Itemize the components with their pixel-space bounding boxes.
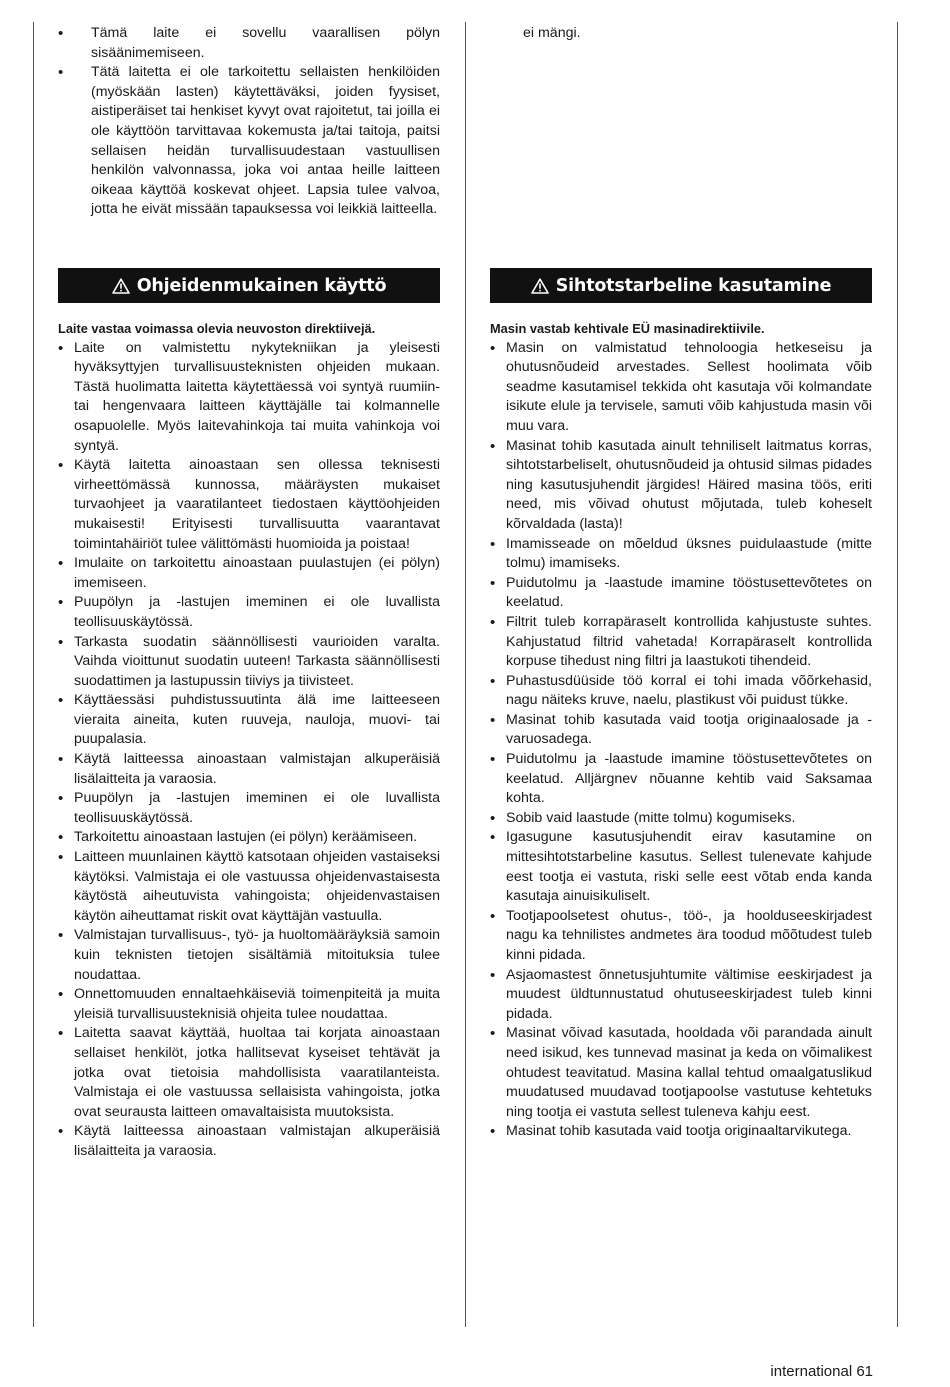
list-item: • Tarkoitettu ainoastaan lastujen (ei pölyn) keräämiseen. [58,828,440,848]
list-item: • Puidutolmu ja -laastude imamine tööstusettevõtetes on keelatud. [490,574,872,613]
list-item: • Puupölyn ja -lastujen imeminen ei ole luvallista teollisuuskäytössä. [58,789,440,828]
section-list [58,339,440,1162]
section-heading [490,268,872,303]
list-item: • Tarkasta suodatin säännöllisesti vaurioiden varalta. Vaihda vioittunut suodatin uuteen! Tarkasta säännöllisesti suodattimen ja lastupussin tiiviys ja tiivisteet. [58,633,440,692]
warning-triangle-icon [112,278,130,294]
list-item: • Tämä laite ei sovellu vaarallisen pölyn sisäänimemiseen. [58,24,440,63]
warning-triangle-icon [531,278,549,294]
list-item: • Laitteen muunlainen käyttö katsotaan ohjeiden vastaiseksi käytöksi. Valmistaja ei ole vastuussa ohjeidenvastaisesta käytöstä aiheutuvista vahingoista; ohjeidenvastaisen käytön aiheuttamat riskit ovat käyttäjän vastuulla. [58,848,440,926]
list-item: • Masinat tohib kasutada ainult tehniliselt laitmatus korras, sihtotstarbeliselt, ohutusnõudeid ja ohtusid silmas pidades ning kasutusjuhendit järgides! Häired masina töös, eriti need, mis võivad ohutust mõjutada, tuleb koheselt kõrvaldada (lasta)! [490,437,872,535]
list-item: • Masinat tohib kasutada vaid tootja originaalosade ja -varuosadega. [490,711,872,750]
list-item: • Käytä laitteessa ainoastaan valmistajan alkuperäisiä lisälaitteita ja varaosia. [58,1122,440,1161]
list-item: • Laitetta saavat käyttää, huoltaa tai korjata ainoastaan sellaiset henkilöt, jotka hallitsevat kyseiset tehtävät ja jotka ovat tietoisia mahdollisista vaaratilanteista. Valmistaja ei ole vastuussa sellaisista vahingoista, jotka ovat seurausta laitteen omavaltaisista muutoksista. [58,1024,440,1122]
right-margin-rule [897,22,898,1327]
list-item: • Imamisseade on mõeldud üksnes puidulaastude (mitte tolmu) imamiseks. [490,535,872,574]
list-item: • Tätä laitetta ei ole tarkoitettu sellaisten henkilöiden (myöskään lasten) käytettäväksi, joiden fyysiset, aistiperäiset tai henkiset kyvyt ovat rajoitetut, tai joilla ei ole käyttöön tarvittavaa kokemusta ja/tai taitoja, paitsi sellaisen heidän turvallisuudestaan vastuullisen henkilön valvonnassa, joka voi antaa heille laitteen oikeaa käyttöä koskevat ohjeet. Lapsia tulee valvoa, jotta he eivät missään tapauksessa voi leikkiä laitteella. [58,63,440,220]
left-top-continuation [58,24,440,220]
section-list [490,339,872,1142]
right-top-continuation [490,24,872,44]
list-item: • Masinat tohib kasutada vaid tootja originaaltarvikutega. [490,1122,872,1142]
list-item: • Käytä laitteessa ainoastaan valmistajan alkuperäisiä lisälaitteita ja varaosia. [58,750,440,789]
list-item: • Sobib vaid laastude (mitte tolmu) kogumiseks. [490,809,872,829]
list-item: • Käyttäessäsi puhdistussuutinta älä ime laitteeseen vieraita aineita, kuten ruuveja, nauloja, muovi- tai puupalasia. [58,691,440,750]
list-item: • Puhastusdüüside töö korral ei tohi imada võõrkehasid, nagu näiteks kruve, naelu, plastikust või puidust tükke. [490,672,872,711]
section-intro: Laite vastaa voimassa olevia neuvoston direktiivejä. [58,321,376,336]
section-estonian-intended-use [490,268,872,1142]
section-heading-text: Ohjeidenmukainen käyttö [136,275,387,296]
list-item: • Onnettomuuden ennaltaehkäiseviä toimenpiteitä ja muita yleisiä turvallisuusteknisiä ohjeita tulee noudattaa. [58,985,440,1024]
page-footer: international 61 [770,1363,873,1380]
list-item: • Laite on valmistettu nykytekniikan ja yleisesti hyväksyttyjen turvallisuusteknisten ohjeiden mukaan. Tästä huolimatta laitetta käytettäessä voi syntyä ruumiin- tai hengenvaara laitteen käyttäjälle tai kolmannelle osapuolelle. Myös laitevahinkoja tai muita vahinkoja voi syntyä. [58,339,440,457]
center-column-rule [465,22,466,1327]
section-heading [58,268,440,303]
section-intro: Masin vastab kehtivale EÜ masinadirektiivile. [490,321,765,336]
list-item: • Asjaomastest õnnetusjuhtumite vältimise eeskirjadest ja muudest üldtunnustatud ohutuseeskirjadest tuleb kinni pidada. [490,966,872,1025]
list-item: • Puupölyn ja -lastujen imeminen ei ole luvallista teollisuuskäytössä. [58,593,440,632]
list-item: • Masin on valmistatud tehnoloogia hetkeseisu ja ohutusnõudeid arvestades. Sellest hoolimata võib seadme kasutamisel tekkida oht kasutaja või kolmandate isikute elule ja tervisele, samuti võib kahjustuda masin või muu vara. [490,339,872,437]
list-item: • Imulaite on tarkoitettu ainoastaan puulastujen (ei pölyn) imemiseen. [58,554,440,593]
list-item: • Filtrit tuleb korrapäraselt kontrollida kahjustuste suhtes. Kahjustatud filtrid vahetada! Korrapäraselt kontrollida korpuse tihedust ning filtri ja laastukoti tihendeid. [490,613,872,672]
list-item: • Valmistajan turvallisuus-, työ- ja huoltomääräyksiä samoin kuin teknisten tietojen sisältämiä mitoituksia tulee noudattaa. [58,926,440,985]
list-item: • Käytä laitetta ainoastaan sen ollessa teknisesti virheettömässä kunnossa, määräysten mukaiset turvaohjeet ja vaaratilanteet tiedostaen käyttöohjeiden mukaisesti! Erityisesti turvallisuutta vaarantavat toimintahäiriöt tulee välittömästi huomioida ja poistaa! [58,456,440,554]
section-finnish-intended-use [58,268,440,1162]
list-item: • Puidutolmu ja -laastude imamine tööstusettevõtetes on keelatud. Alljärgnev nõuanne kehtib vaid Saksamaa kohta. [490,750,872,809]
section-heading-text: Sihtotstarbeline kasutamine [555,275,832,296]
continued-text: ei mängi. [523,25,581,41]
list-item: • Igasugune kasutusjuhendit eirav kasutamine on mittesihtotstarbeline kasutus. Sellest tulenevate kahjude eest tootja ei vastuta, riski selle eest võtab enda kanda kasutaja ainuisikuliselt. [490,828,872,906]
left-top-list [58,24,440,220]
left-margin-rule [33,22,34,1327]
list-item: • Tootjapoolsetest ohutus-, töö-, ja hoolduseeskirjadest nagu ka tehnilistes andmetes ära toodud mõõtudest tuleb kinni pidada. [490,907,872,966]
list-item: • Masinat võivad kasutada, hooldada või parandada ainult need isikud, kes tunnevad masinat ja keda on võimalikest ohtudest teavitatud. Masina kallal tehtud omaalgatuslikud muudatused muudavad tootjapoolse vastutuse kehtetuks ning tootja ei vastuta sellest tuleneva kahju eest. [490,1024,872,1122]
